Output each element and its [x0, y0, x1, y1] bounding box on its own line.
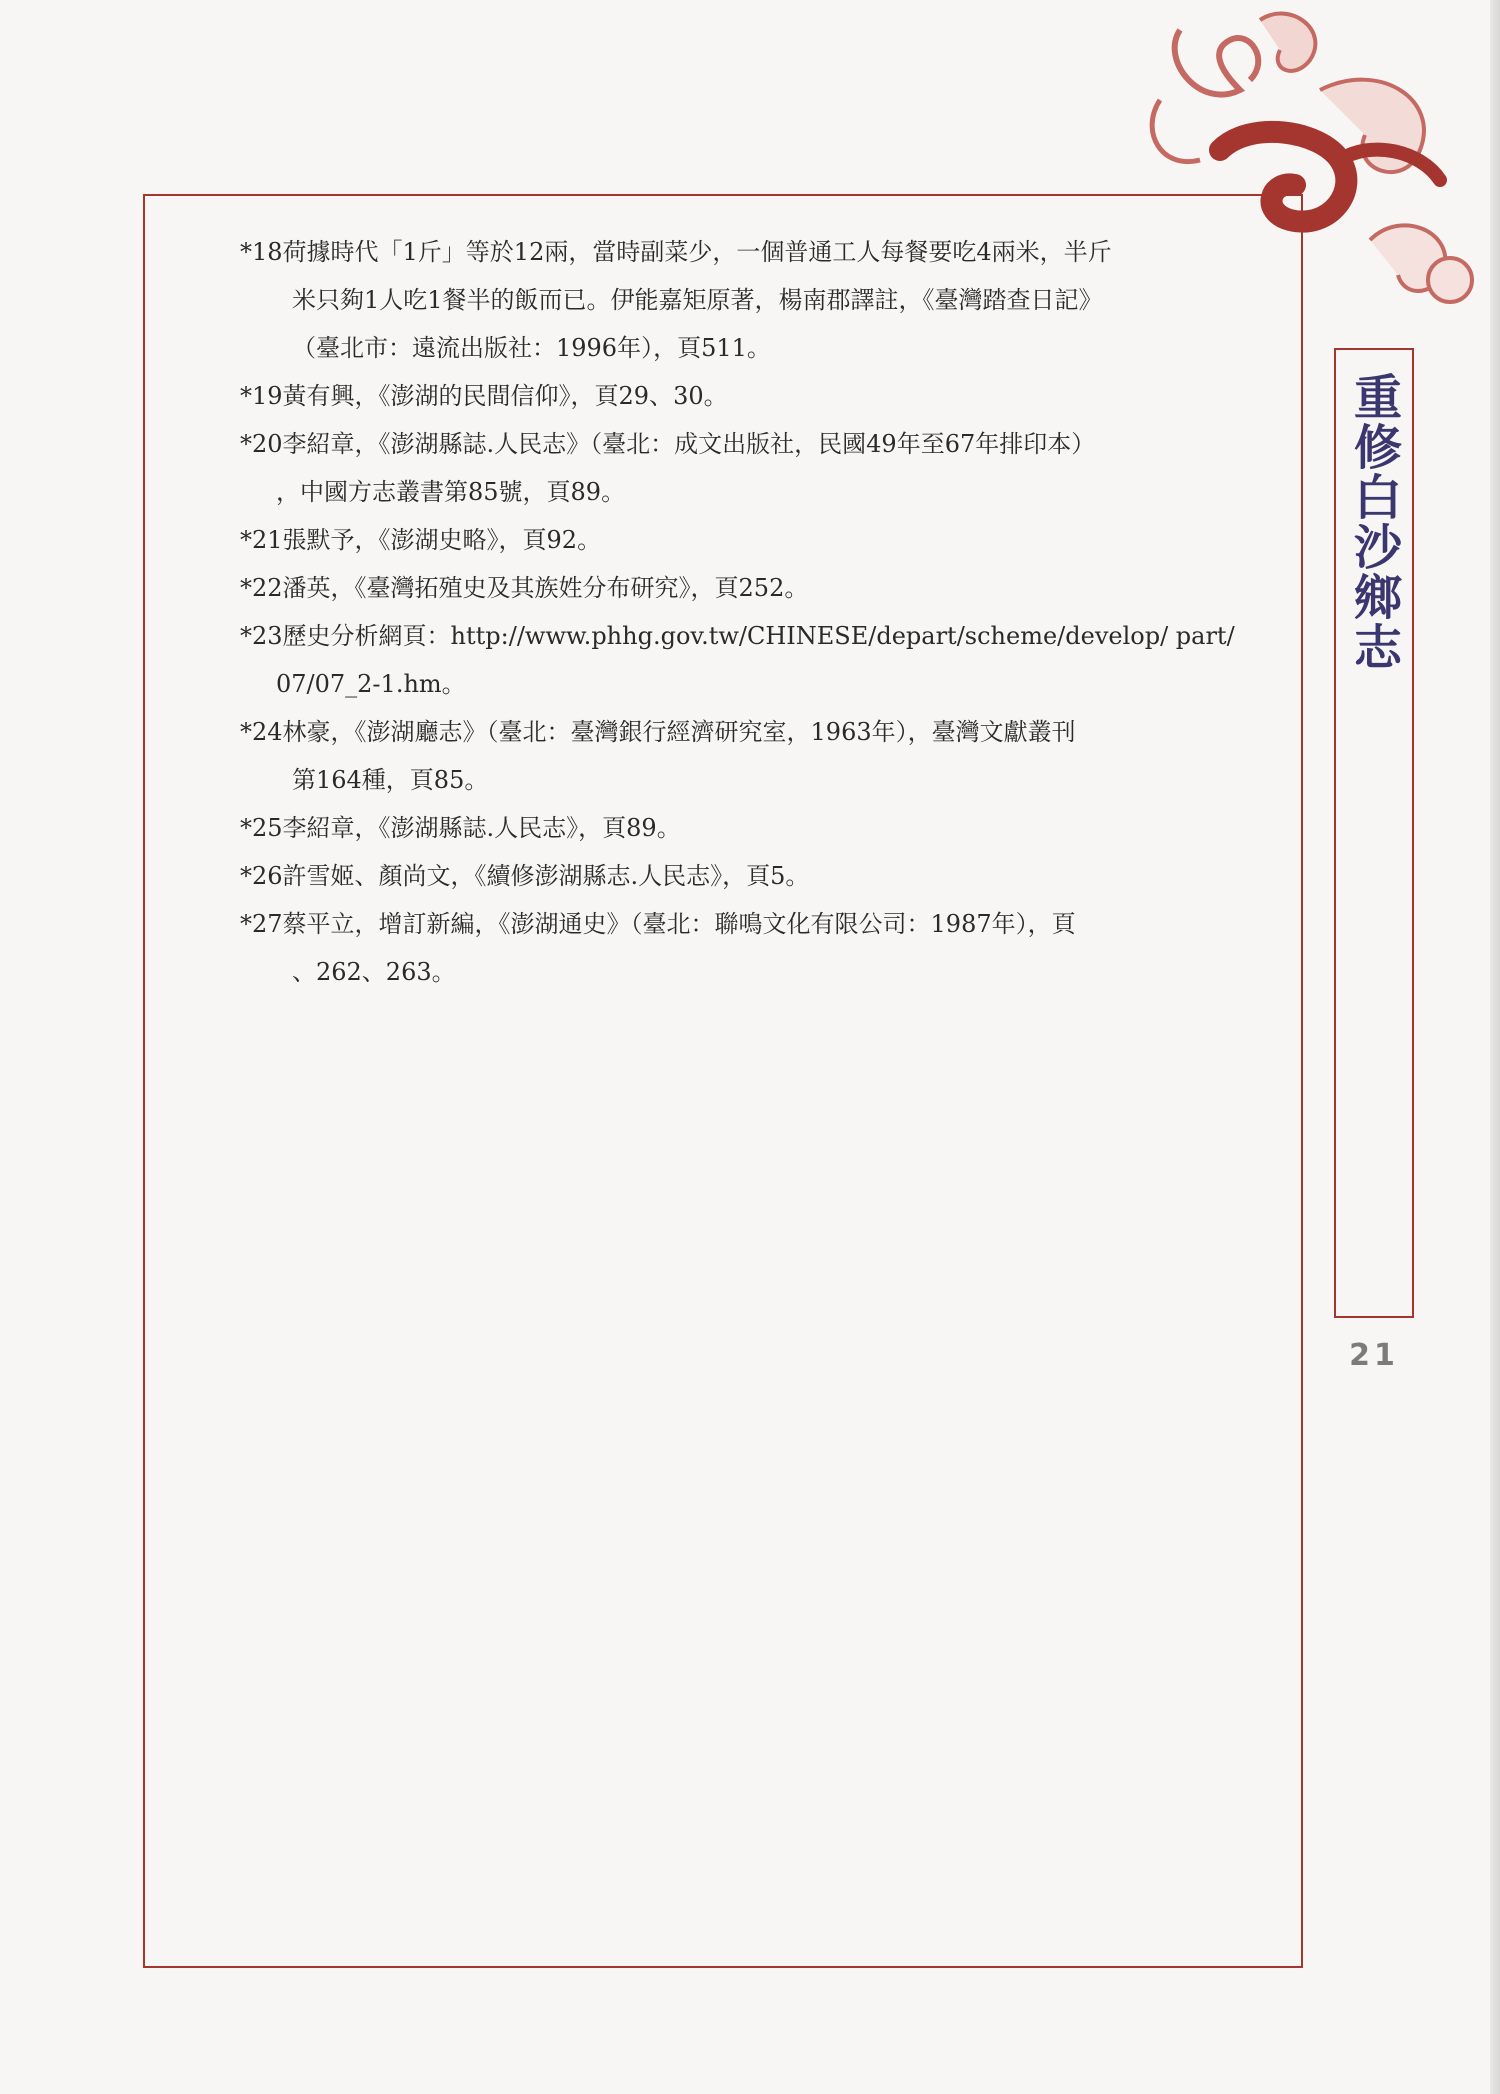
- footnote-line: *25李紹章，《澎湖縣誌.人民志》，頁89。: [240, 814, 681, 842]
- footnote-line: *18荷據時代「1斤」等於12兩，當時副菜少，一個普通工人每餐要吃4兩米，半斤: [240, 238, 1112, 266]
- footnote-line: *24林豪，《澎湖廳志》（臺北：臺灣銀行經濟研究室，1963年），臺灣文獻叢刊: [240, 718, 1076, 746]
- footnote-19: [240, 372, 1270, 420]
- footnote-23: [240, 612, 1270, 708]
- book-title: 重修白沙鄉志: [1345, 372, 1402, 672]
- footnote-line: *19黃有興，《澎湖的民間信仰》，頁29、30。: [240, 382, 728, 410]
- footnote-line: *26許雪姬、顏尚文，《續修澎湖縣志.人民志》，頁5。: [240, 862, 810, 890]
- footnote-line: *23歷史分析網頁：http://www.phhg.gov.tw/CHINESE/depart/scheme/develop/ part/: [240, 622, 1235, 650]
- footnote-21: [240, 516, 1270, 564]
- footnote-list: [240, 228, 1270, 996]
- footnote-26: [240, 852, 1270, 900]
- footnote-line: 米只夠1人吃1餐半的飯而已。伊能嘉矩原著，楊南郡譯註，《臺灣踏查日記》: [292, 286, 1103, 314]
- side-title-box: [1334, 348, 1414, 1318]
- footnote-line: *27蔡平立，增訂新編，《澎湖通史》（臺北：聯鳴文化有限公司：1987年），頁: [240, 910, 1076, 938]
- footnote-18: [240, 228, 1270, 372]
- footnote-22: [240, 564, 1270, 612]
- footnote-20: [240, 420, 1270, 516]
- footnote-line: ，中國方志叢書第85號，頁89。: [276, 478, 626, 506]
- footnote-line: 第164種，頁85。: [292, 766, 489, 794]
- footnote-25: [240, 804, 1270, 852]
- footnote-line: *22潘英，《臺灣拓殖史及其族姓分布研究》，頁252。: [240, 574, 809, 602]
- footnote-line: *21張默予，《澎湖史略》，頁92。: [240, 526, 602, 554]
- footnote-line: *20李紹章，《澎湖縣誌.人民志》（臺北：成文出版社，民國49年至67年排印本）: [240, 430, 1096, 458]
- footnote-24: [240, 708, 1270, 804]
- footnote-line: （臺北市：遠流出版社：1996年），頁511。: [292, 334, 771, 362]
- footnote-line: 07/07_2-1.hm。: [276, 670, 466, 698]
- footnote-line: 、262、263。: [292, 958, 456, 986]
- footnote-27: [240, 900, 1270, 996]
- page-number: 21: [1349, 1338, 1399, 1373]
